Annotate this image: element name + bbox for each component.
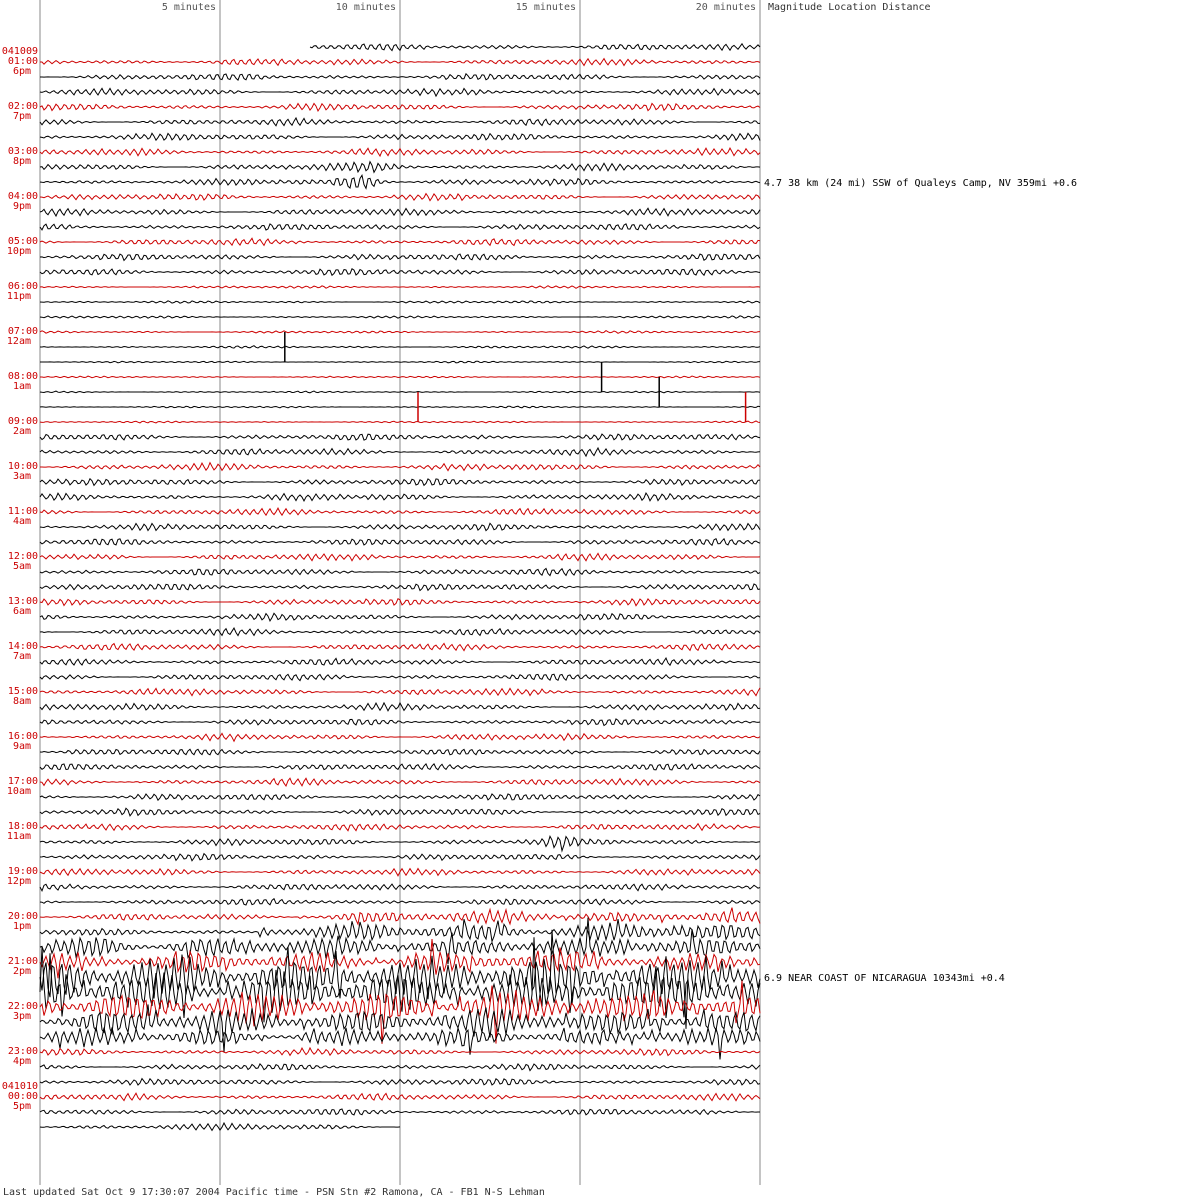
x-axis-tick-labels [162, 2, 756, 13]
local-time-label: 12am [6, 336, 31, 347]
local-time-label: 7pm [12, 111, 31, 122]
local-time-label: 3pm [12, 1011, 31, 1022]
utc-time-label: 10:00 [7, 461, 38, 472]
x-tick-label: 20 minutes [695, 2, 756, 13]
date-label: 041009 [1, 46, 38, 57]
local-time-label: 4pm [12, 1056, 31, 1067]
utc-time-label: 17:00 [7, 776, 38, 787]
local-time-label: 2pm [12, 966, 31, 977]
utc-time-label: 07:00 [7, 326, 38, 337]
x-tick-label: 15 minutes [515, 2, 576, 13]
date-label: 041010 [1, 1081, 38, 1092]
column-header: Magnitude Location Distance [768, 2, 931, 13]
local-time-label: 11pm [6, 291, 31, 302]
utc-time-label: 21:00 [7, 956, 38, 967]
local-time-label: 9pm [12, 201, 31, 212]
local-time-label: 5am [12, 561, 31, 572]
x-tick-label: 10 minutes [335, 2, 396, 13]
local-time-label: 9am [12, 741, 31, 752]
local-time-label: 1am [12, 381, 31, 392]
utc-time-label: 06:00 [7, 281, 38, 292]
local-time-label: 2am [12, 426, 31, 437]
utc-time-label: 22:00 [7, 1001, 38, 1012]
utc-time-label: 08:00 [7, 371, 38, 382]
utc-time-label: 15:00 [7, 686, 38, 697]
utc-time-label: 20:00 [7, 911, 38, 922]
local-time-label: 6pm [12, 66, 31, 77]
utc-time-label: 23:00 [7, 1046, 38, 1057]
utc-time-label: 02:00 [7, 101, 38, 112]
local-time-label: 8am [12, 696, 31, 707]
utc-time-label: 09:00 [7, 416, 38, 427]
utc-time-label: 01:00 [7, 56, 38, 67]
utc-time-label: 04:00 [7, 191, 38, 202]
event-annotation: 4.7 38 km (24 mi) SSW of Qualeys Camp, NV 359mi +0.6 [764, 178, 1078, 189]
event-labels [764, 178, 1077, 984]
local-time-label: 3am [12, 471, 31, 482]
local-time-label: 12pm [6, 876, 31, 887]
local-time-label: 7am [12, 651, 31, 662]
utc-time-label: 14:00 [7, 641, 38, 652]
local-time-label: 5pm [12, 1101, 31, 1112]
utc-time-label: 19:00 [7, 866, 38, 877]
utc-time-label: 11:00 [7, 506, 38, 517]
utc-time-label: 18:00 [7, 821, 38, 832]
local-time-label: 10am [6, 786, 31, 797]
local-time-label: 10pm [6, 246, 31, 257]
time-labels [2, 46, 38, 1112]
local-time-label: 11am [6, 831, 31, 842]
trace-row-0 [310, 44, 760, 51]
utc-time-label: 05:00 [7, 236, 38, 247]
utc-time-label: 13:00 [7, 596, 38, 607]
event-annotation: 6.9 NEAR COAST OF NICARAGUA 10343mi +0.4 [764, 973, 1005, 984]
local-time-label: 1pm [12, 921, 31, 932]
local-time-label: 8pm [12, 156, 31, 167]
utc-time-label: 12:00 [7, 551, 38, 562]
x-tick-label: 5 minutes [161, 2, 216, 13]
utc-time-label: 03:00 [7, 146, 38, 157]
utc-time-label: 16:00 [7, 731, 38, 742]
footer-status: Last updated Sat Oct 9 17:30:07 2004 Pacific time - PSN Stn #2 Ramona, CA - FB1 N-S Lehman [3, 1187, 545, 1198]
local-time-label: 4am [12, 516, 31, 527]
local-time-label: 6am [12, 606, 31, 617]
utc-time-label: 00:00 [7, 1091, 38, 1102]
